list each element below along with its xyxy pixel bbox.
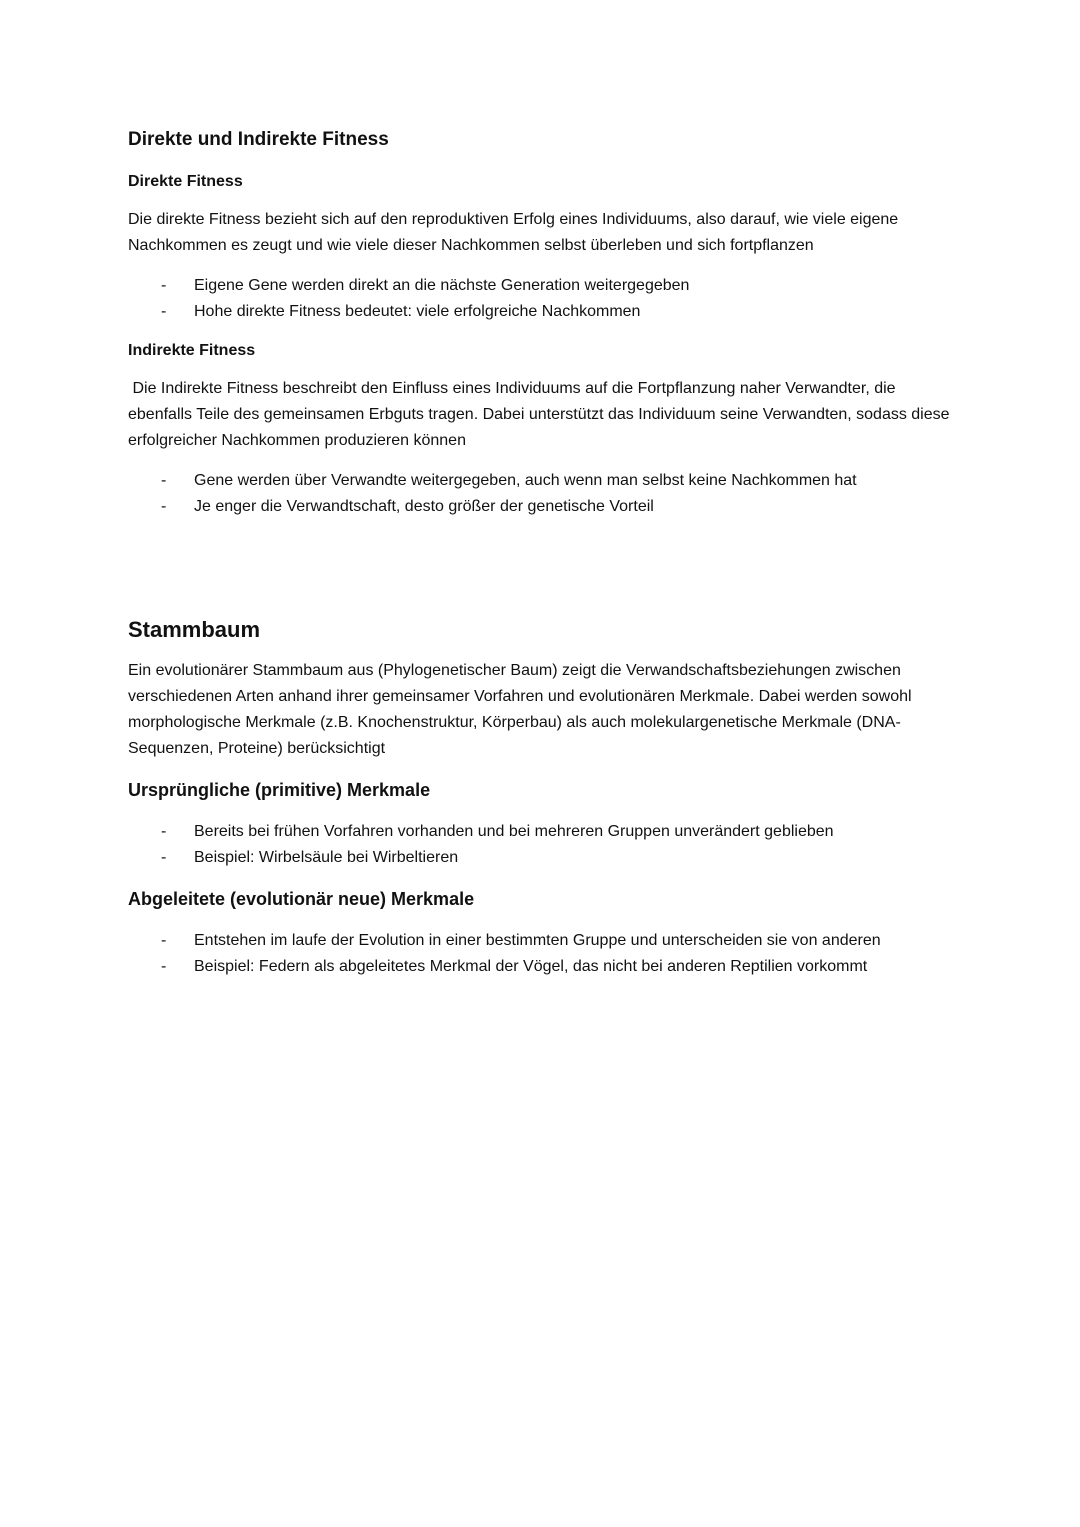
bullet-dash: - — [161, 823, 167, 840]
document-content — [128, 126, 958, 980]
subheading-primitive-traits: Ursprüngliche (primitive) Merkmale — [128, 780, 431, 800]
section-title-stammbaum: Stammbaum — [128, 617, 261, 642]
list-item — [128, 299, 958, 325]
list-item-text: Bereits bei frühen Vorfahren vorhanden und bei mehreren Gruppen unverändert geblieben — [194, 823, 834, 840]
bullet-list-indirect-fitness — [128, 468, 958, 520]
bullet-list-derived-traits — [128, 928, 958, 980]
list-item-text: Gene werden über Verwandte weitergegeben, auch wenn man selbst keine Nachkommen hat — [194, 472, 857, 489]
paragraph-direct-fitness: Die direkte Fitness bezieht sich auf den reproduktiven Erfolg eines Individuums, also darauf, wie viele eigene Nachkommen es zeugt und wie viele dieser Nachkommen selbst überleben und sich fortpflanzen — [128, 211, 899, 254]
bullet-dash: - — [161, 932, 167, 949]
list-item-text: Hohe direkte Fitness bedeutet: viele erfolgreiche Nachkommen — [194, 303, 641, 320]
list-item — [128, 273, 958, 299]
bullet-dash: - — [161, 303, 167, 320]
list-item — [128, 494, 958, 520]
list-item-text: Beispiel: Federn als abgeleitetes Merkmal der Vögel, das nicht bei anderen Reptilien vorkommt — [194, 958, 868, 975]
paragraph-stammbaum: Ein evolutionärer Stammbaum aus (Phylogenetischer Baum) zeigt die Verwandschaftsbeziehungen zwischen verschiedenen Arten anhand ihrer gemeinsamer Vorfahren und evolutionären Merkmale. Dabei werden sowohl morphologische Merkmale (z.B. Knochenstruktur, Körperbau) als auch molekulargenetische Merkmale (DNA-Sequenzen, Proteine) berücksichtigt — [128, 662, 912, 757]
subheading-direct-fitness: Direkte Fitness — [128, 173, 243, 190]
bullet-dash: - — [161, 498, 167, 515]
section-title-fitness: Direkte und Indirekte Fitness — [128, 129, 389, 150]
list-item-text: Eigene Gene werden direkt an die nächste Generation weitergegeben — [194, 277, 690, 294]
list-item — [128, 819, 958, 845]
list-item-text: Je enger die Verwandtschaft, desto größer der genetische Vorteil — [194, 498, 654, 515]
list-item — [128, 845, 958, 871]
list-item-text: Beispiel: Wirbelsäule bei Wirbeltieren — [194, 849, 459, 866]
bullet-list-primitive-traits — [128, 819, 958, 871]
bullet-dash: - — [161, 958, 167, 975]
bullet-dash: - — [161, 849, 167, 866]
list-item-text: Entstehen im laufe der Evolution in einer bestimmten Gruppe und unterscheiden sie von anderen — [194, 932, 881, 949]
list-item — [128, 468, 958, 494]
list-item — [128, 928, 958, 954]
bullet-dash: - — [161, 472, 167, 489]
list-item — [128, 954, 958, 980]
bullet-dash: - — [161, 277, 167, 294]
subheading-derived-traits: Abgeleitete (evolutionär neue) Merkmale — [128, 889, 475, 909]
subheading-indirect-fitness: Indirekte Fitness — [128, 342, 256, 359]
bullet-list-direct-fitness — [128, 273, 958, 325]
paragraph-indirect-fitness: Die Indirekte Fitness beschreibt den Einfluss eines Individuums auf die Fortpflanzung naher Verwandter, die ebenfalls Teile des gemeinsamen Erbguts tragen. Dabei unterstützt das Individuum seine Verwandten, sodass diese erfolgreicher Nachkommen produzieren können — [128, 380, 954, 449]
